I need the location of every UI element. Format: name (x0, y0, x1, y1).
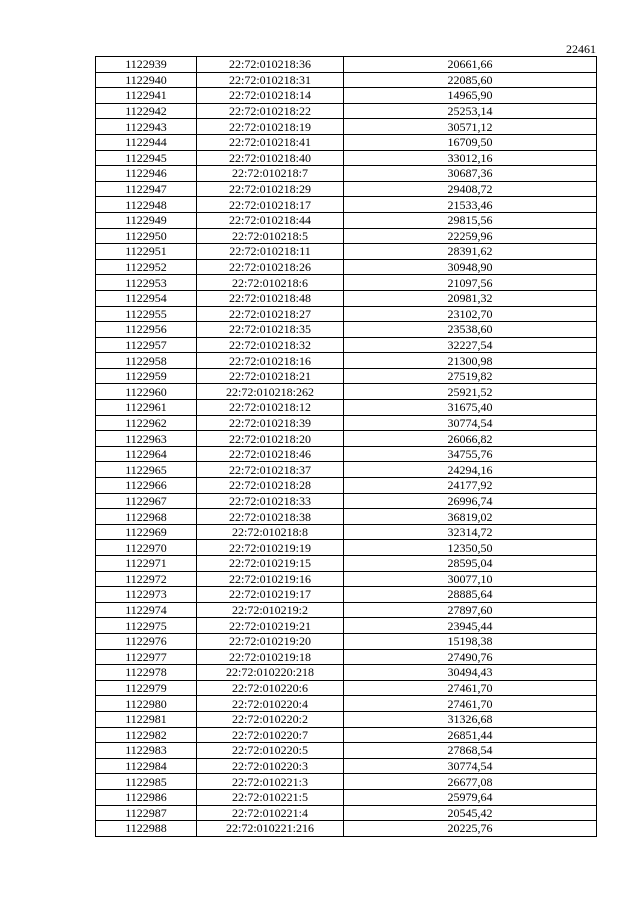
cadastral-number-cell: 22:72:010218:36 (197, 57, 344, 73)
cadastral-number-cell: 22:72:010218:7 (197, 166, 344, 182)
table-row (96, 119, 597, 135)
value-cell: 21533,46 (344, 197, 597, 213)
value-cell: 32227,54 (344, 337, 597, 353)
value-cell: 15198,38 (344, 633, 597, 649)
table-row (96, 665, 597, 681)
table-row (96, 727, 597, 743)
value-cell: 27868,54 (344, 743, 597, 759)
table-row (96, 134, 597, 150)
value-cell: 27490,76 (344, 649, 597, 665)
value-cell: 27461,70 (344, 696, 597, 712)
table-row (96, 540, 597, 556)
cadastral-number-cell: 22:72:010219:2 (197, 602, 344, 618)
record-number-cell: 1122983 (96, 743, 197, 759)
value-cell: 23102,70 (344, 306, 597, 322)
record-number-cell: 1122974 (96, 602, 197, 618)
value-cell: 30774,54 (344, 415, 597, 431)
table-row (96, 368, 597, 384)
record-number-cell: 1122947 (96, 181, 197, 197)
table-row (96, 680, 597, 696)
cadastral-number-cell: 22:72:010218:262 (197, 384, 344, 400)
value-cell: 30948,90 (344, 259, 597, 275)
cadastral-number-cell: 22:72:010218:26 (197, 259, 344, 275)
table-row (96, 743, 597, 759)
record-number-cell: 1122957 (96, 337, 197, 353)
cadastral-number-cell: 22:72:010218:48 (197, 290, 344, 306)
value-cell: 29815,56 (344, 212, 597, 228)
cadastral-number-cell: 22:72:010220:218 (197, 665, 344, 681)
value-cell: 24177,92 (344, 478, 597, 494)
table-row (96, 57, 597, 73)
value-cell: 26851,44 (344, 727, 597, 743)
record-number-cell: 1122948 (96, 197, 197, 213)
cadastral-number-cell: 22:72:010218:37 (197, 462, 344, 478)
value-cell: 33012,16 (344, 150, 597, 166)
table-row (96, 633, 597, 649)
value-cell: 28391,62 (344, 244, 597, 260)
value-cell: 29408,72 (344, 181, 597, 197)
value-cell: 14965,90 (344, 88, 597, 104)
table-row (96, 353, 597, 369)
cadastral-number-cell: 22:72:010218:41 (197, 134, 344, 150)
table-row (96, 337, 597, 353)
value-cell: 21097,56 (344, 275, 597, 291)
value-cell: 34755,76 (344, 446, 597, 462)
record-number-cell: 1122978 (96, 665, 197, 681)
table-row (96, 103, 597, 119)
value-cell: 20661,66 (344, 57, 597, 73)
table-row (96, 696, 597, 712)
cadastral-number-cell: 22:72:010218:8 (197, 524, 344, 540)
cadastral-number-cell: 22:72:010220:7 (197, 727, 344, 743)
table-row (96, 524, 597, 540)
record-number-cell: 1122981 (96, 711, 197, 727)
cadastral-number-cell: 22:72:010219:16 (197, 571, 344, 587)
cadastral-number-cell: 22:72:010218:29 (197, 181, 344, 197)
value-cell: 27897,60 (344, 602, 597, 618)
value-cell: 30494,43 (344, 665, 597, 681)
value-cell: 23945,44 (344, 618, 597, 634)
cadastral-number-cell: 22:72:010220:4 (197, 696, 344, 712)
page-number: 22461 (566, 42, 596, 56)
table-row (96, 462, 597, 478)
table-row (96, 400, 597, 416)
value-cell: 23538,60 (344, 322, 597, 338)
table-row (96, 789, 597, 805)
table-row (96, 478, 597, 494)
table-row (96, 602, 597, 618)
cadastral-number-cell: 22:72:010218:35 (197, 322, 344, 338)
record-number-cell: 1122965 (96, 462, 197, 478)
record-number-cell: 1122959 (96, 368, 197, 384)
record-number-cell: 1122942 (96, 103, 197, 119)
record-number-cell: 1122969 (96, 524, 197, 540)
cadastral-number-cell: 22:72:010221:216 (197, 821, 344, 837)
table-row (96, 197, 597, 213)
record-number-cell: 1122975 (96, 618, 197, 634)
cadastral-number-cell: 22:72:010221:3 (197, 774, 344, 790)
table-row (96, 805, 597, 821)
cadastral-number-cell: 22:72:010218:27 (197, 306, 344, 322)
cadastral-number-cell: 22:72:010219:18 (197, 649, 344, 665)
table-row (96, 150, 597, 166)
record-number-cell: 1122954 (96, 290, 197, 306)
table-row (96, 415, 597, 431)
cadastral-number-cell: 22:72:010220:5 (197, 743, 344, 759)
table-row (96, 649, 597, 665)
table-row (96, 290, 597, 306)
record-number-cell: 1122941 (96, 88, 197, 104)
value-cell: 26677,08 (344, 774, 597, 790)
value-cell: 27461,70 (344, 680, 597, 696)
record-number-cell: 1122963 (96, 431, 197, 447)
cadastral-number-cell: 22:72:010220:3 (197, 758, 344, 774)
cadastral-number-cell: 22:72:010219:20 (197, 633, 344, 649)
table-row (96, 88, 597, 104)
record-number-cell: 1122976 (96, 633, 197, 649)
value-cell: 28885,64 (344, 587, 597, 603)
cadastral-number-cell: 22:72:010218:39 (197, 415, 344, 431)
value-cell: 32314,72 (344, 524, 597, 540)
value-cell: 22259,96 (344, 228, 597, 244)
value-cell: 30571,12 (344, 119, 597, 135)
value-cell: 30774,54 (344, 758, 597, 774)
record-number-cell: 1122946 (96, 166, 197, 182)
record-number-cell: 1122979 (96, 680, 197, 696)
table-row (96, 228, 597, 244)
value-cell: 30687,36 (344, 166, 597, 182)
table-row (96, 774, 597, 790)
value-cell: 20981,32 (344, 290, 597, 306)
value-cell: 30077,10 (344, 571, 597, 587)
record-number-cell: 1122967 (96, 493, 197, 509)
cadastral-number-cell: 22:72:010218:11 (197, 244, 344, 260)
value-cell: 25921,52 (344, 384, 597, 400)
cadastral-number-cell: 22:72:010218:6 (197, 275, 344, 291)
value-cell: 27519,82 (344, 368, 597, 384)
value-cell: 20545,42 (344, 805, 597, 821)
table-row (96, 556, 597, 572)
record-number-cell: 1122940 (96, 72, 197, 88)
cadastral-number-cell: 22:72:010218:40 (197, 150, 344, 166)
table-row (96, 244, 597, 260)
cadastral-number-cell: 22:72:010218:21 (197, 368, 344, 384)
table-row (96, 509, 597, 525)
record-number-cell: 1122949 (96, 212, 197, 228)
record-number-cell: 1122962 (96, 415, 197, 431)
cadastral-number-cell: 22:72:010218:16 (197, 353, 344, 369)
record-number-cell: 1122970 (96, 540, 197, 556)
cadastral-number-cell: 22:72:010218:5 (197, 228, 344, 244)
cadastral-number-cell: 22:72:010219:15 (197, 556, 344, 572)
record-number-cell: 1122956 (96, 322, 197, 338)
record-number-cell: 1122977 (96, 649, 197, 665)
record-number-cell: 1122953 (96, 275, 197, 291)
table-row (96, 711, 597, 727)
cadastral-number-cell: 22:72:010218:19 (197, 119, 344, 135)
value-cell: 21300,98 (344, 353, 597, 369)
table-row (96, 275, 597, 291)
cadastral-number-cell: 22:72:010218:22 (197, 103, 344, 119)
cadastral-number-cell: 22:72:010218:44 (197, 212, 344, 228)
cadastral-number-cell: 22:72:010218:46 (197, 446, 344, 462)
cadastral-number-cell: 22:72:010218:12 (197, 400, 344, 416)
record-number-cell: 1122980 (96, 696, 197, 712)
table-row (96, 618, 597, 634)
record-number-cell: 1122955 (96, 306, 197, 322)
cadastral-number-cell: 22:72:010218:28 (197, 478, 344, 494)
cadastral-number-cell: 22:72:010218:32 (197, 337, 344, 353)
cadastral-number-cell: 22:72:010218:14 (197, 88, 344, 104)
value-cell: 26066,82 (344, 431, 597, 447)
record-number-cell: 1122951 (96, 244, 197, 260)
table-row (96, 306, 597, 322)
table-row (96, 166, 597, 182)
record-number-cell: 1122982 (96, 727, 197, 743)
value-cell: 31675,40 (344, 400, 597, 416)
value-cell: 26996,74 (344, 493, 597, 509)
record-number-cell: 1122944 (96, 134, 197, 150)
table-row (96, 322, 597, 338)
value-cell: 20225,76 (344, 821, 597, 837)
record-number-cell: 1122945 (96, 150, 197, 166)
value-cell: 28595,04 (344, 556, 597, 572)
record-number-cell: 1122961 (96, 400, 197, 416)
cadastral-number-cell: 22:72:010219:17 (197, 587, 344, 603)
cadastral-number-cell: 22:72:010221:4 (197, 805, 344, 821)
table-row (96, 384, 597, 400)
record-number-cell: 1122939 (96, 57, 197, 73)
record-number-cell: 1122943 (96, 119, 197, 135)
record-number-cell: 1122971 (96, 556, 197, 572)
records-table (95, 56, 597, 837)
table-row (96, 181, 597, 197)
cadastral-number-cell: 22:72:010218:17 (197, 197, 344, 213)
cadastral-number-cell: 22:72:010220:2 (197, 711, 344, 727)
table-row (96, 571, 597, 587)
table-row (96, 259, 597, 275)
record-number-cell: 1122984 (96, 758, 197, 774)
value-cell: 16709,50 (344, 134, 597, 150)
table-row (96, 212, 597, 228)
value-cell: 25979,64 (344, 789, 597, 805)
cadastral-number-cell: 22:72:010218:31 (197, 72, 344, 88)
record-number-cell: 1122968 (96, 509, 197, 525)
record-number-cell: 1122950 (96, 228, 197, 244)
value-cell: 31326,68 (344, 711, 597, 727)
value-cell: 24294,16 (344, 462, 597, 478)
table-row (96, 758, 597, 774)
value-cell: 25253,14 (344, 103, 597, 119)
value-cell: 36819,02 (344, 509, 597, 525)
cadastral-number-cell: 22:72:010219:21 (197, 618, 344, 634)
table-row (96, 821, 597, 837)
cadastral-number-cell: 22:72:010218:38 (197, 509, 344, 525)
records-table-body (96, 57, 597, 837)
record-number-cell: 1122973 (96, 587, 197, 603)
table-row (96, 431, 597, 447)
table-row (96, 72, 597, 88)
cadastral-number-cell: 22:72:010220:6 (197, 680, 344, 696)
record-number-cell: 1122985 (96, 774, 197, 790)
table-row (96, 493, 597, 509)
record-number-cell: 1122987 (96, 805, 197, 821)
record-number-cell: 1122952 (96, 259, 197, 275)
record-number-cell: 1122986 (96, 789, 197, 805)
record-number-cell: 1122960 (96, 384, 197, 400)
cadastral-number-cell: 22:72:010221:5 (197, 789, 344, 805)
cadastral-number-cell: 22:72:010219:19 (197, 540, 344, 556)
cadastral-number-cell: 22:72:010218:33 (197, 493, 344, 509)
record-number-cell: 1122958 (96, 353, 197, 369)
value-cell: 12350,50 (344, 540, 597, 556)
record-number-cell: 1122964 (96, 446, 197, 462)
record-number-cell: 1122966 (96, 478, 197, 494)
cadastral-number-cell: 22:72:010218:20 (197, 431, 344, 447)
record-number-cell: 1122988 (96, 821, 197, 837)
value-cell: 22085,60 (344, 72, 597, 88)
record-number-cell: 1122972 (96, 571, 197, 587)
table-row (96, 446, 597, 462)
table-row (96, 587, 597, 603)
